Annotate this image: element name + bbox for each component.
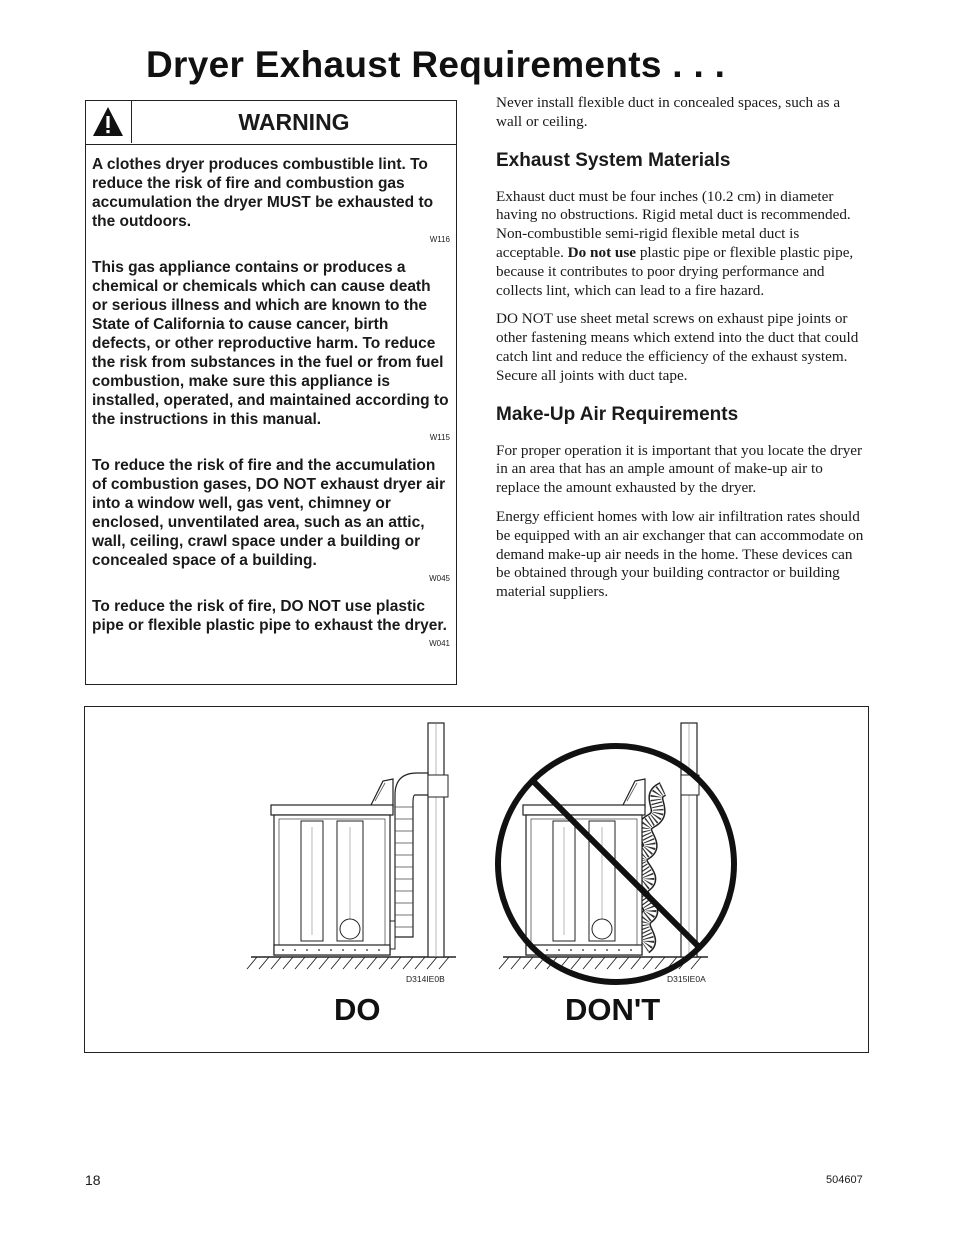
do-label: DO (334, 992, 381, 1027)
exhaust-paragraph-2: DO NOT use sheet metal screws on exhaust pipe joints or other fastening means which extend into the duct that could catch lint and reduce the efficiency of the exhaust system. Secure all joints with duct tape. (496, 310, 859, 384)
exhaust-text-bold: Do not use (567, 243, 637, 261)
warning-code: W115 (429, 433, 450, 442)
do-illustration (247, 723, 456, 969)
page-title: Dryer Exhaust Requirements . . . (146, 44, 726, 85)
intro-paragraph: Never install flexible duct in concealed spaces, such as a wall or ceiling. (496, 94, 841, 130)
dont-illustration (498, 723, 734, 982)
warning-text: This gas appliance contains or produces a chemical or chemicals which can cause death or serious illness and which are known to the State of California to cause cancer, birth defects, or other reproductive harm. To reduce the risk from substances in the fuel or from fuel combustion, make sure this appliance is installed, operated, and maintained according to the instructions in this manual. (92, 259, 449, 428)
exhaust-heading: Exhaust System Materials (496, 149, 731, 171)
do-figure-code: D314IE0B (406, 974, 445, 984)
dont-figure-code: D315IE0A (667, 974, 706, 984)
exhaust-text-before: Exhaust duct must be four inches (10.2 cm) in diameter having no obstructions. Rigid metal duct is recommended. Non-combustible semi-rigid flexible metal duct is acceptable. (496, 187, 851, 261)
warning-code: W116 (429, 235, 450, 244)
exhaust-illustration (85, 707, 867, 1051)
warning-code: W041 (429, 639, 450, 648)
warning-text: To reduce the risk of fire, DO NOT use plastic pipe or flexible plastic pipe to exhaust the dryer. (92, 598, 447, 634)
warning-header (86, 101, 456, 145)
warning-triangle-icon (91, 105, 125, 139)
warning-code: W045 (429, 574, 450, 583)
right-column (496, 94, 868, 612)
warning-text: A clothes dryer produces combustible lint. To reduce the risk of fire and combustion gas accumulation the dryer MUST be exhausted to the outdoors. (92, 156, 434, 230)
warning-icon-cell (86, 101, 132, 143)
warning-text: To reduce the risk of fire and the accumulation of combustion gases, DO NOT exhaust dryer air into a window well, gas vent, chimney or enclosed, unventilated area, such as an attic, wall, ceiling, crawl space under a building or concealed space of a building. (92, 457, 446, 569)
warning-title: WARNING (238, 109, 350, 135)
makeup-paragraph-1: For proper operation it is important that you locate the dryer in an area that has an ample amount of make-up air to replace the amount exhausted by the dryer. (496, 441, 863, 497)
document-number: 504607 (826, 1174, 863, 1186)
page-number: 18 (85, 1172, 101, 1188)
exhaust-text-after: plastic pipe or flexible plastic pipe, because it contributes to poor drying performance and collects lint, which can lead to a fire hazard. (496, 243, 854, 299)
makeup-heading: Make-Up Air Requirements (496, 403, 739, 425)
warning-box (85, 100, 457, 685)
makeup-paragraph-2: Energy efficient homes with low air infiltration rates should be equipped with an air exchanger that can accommodate on demand make-up air needs in the home. These devices can be obtained through your building contractor or building material suppliers. (496, 507, 864, 601)
warning-body (92, 155, 450, 662)
dont-label: DON'T (565, 992, 661, 1027)
exhaust-figure (84, 706, 869, 1053)
exhaust-paragraph-1 (496, 188, 868, 301)
